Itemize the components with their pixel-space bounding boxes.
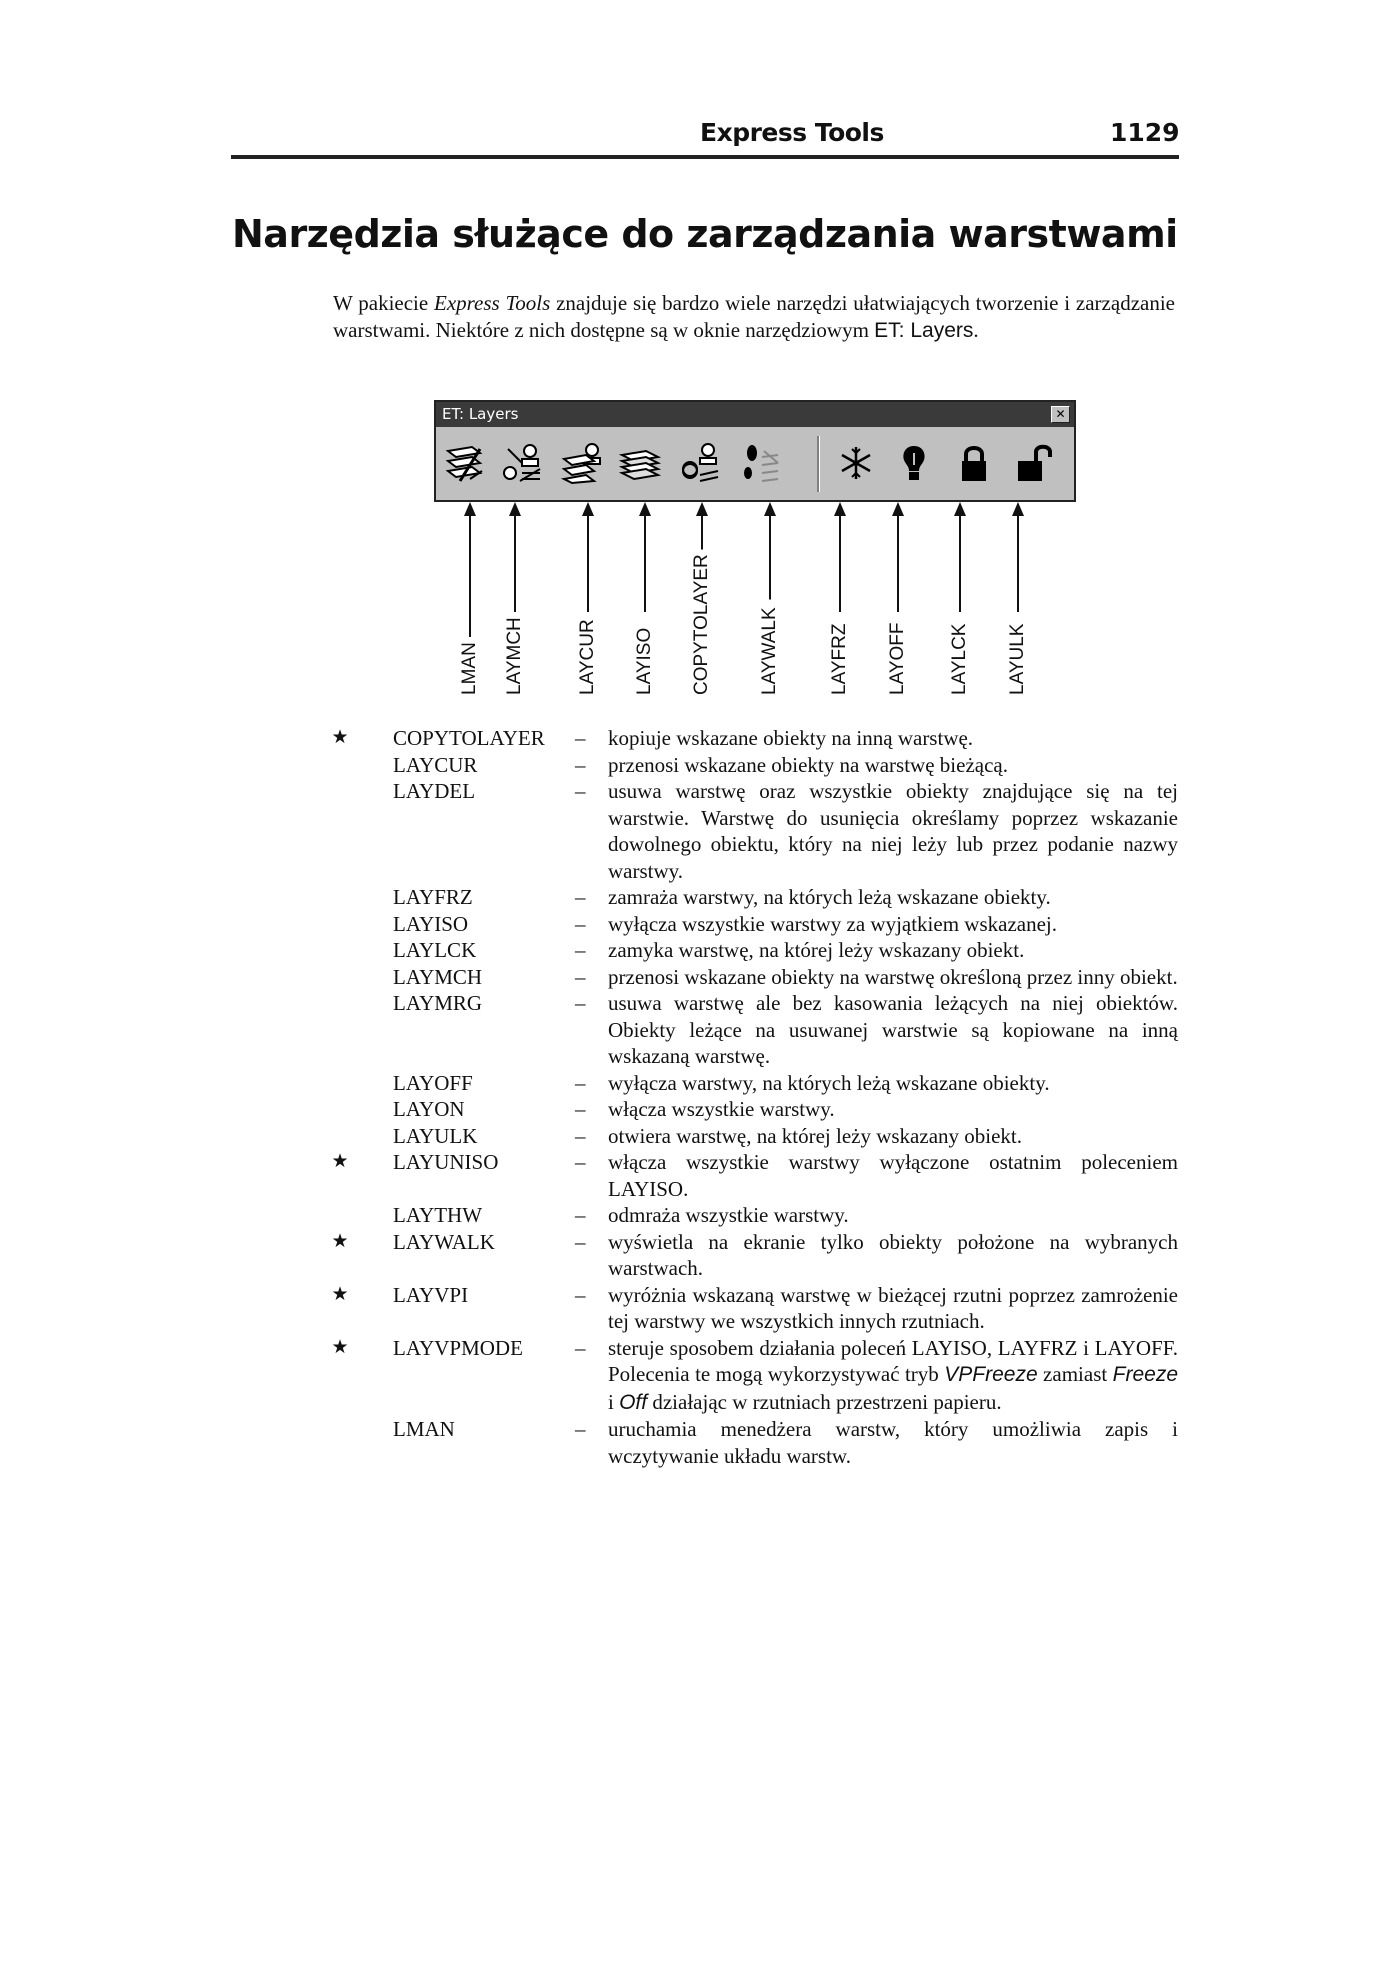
dash: – [575,911,586,936]
layer-off-icon [892,441,936,485]
dash: – [575,752,586,777]
command-list [330,725,1190,1469]
copytolayer-button[interactable] [676,437,724,489]
callout-label-laycur: LAYCUR [577,619,598,695]
dash: – [575,1070,586,1095]
star-icon: ★ [331,1151,349,1172]
et-layers-toolbar [434,400,1076,502]
laymch-button[interactable] [498,437,546,489]
section-title: Narzędzia służące do zarządzania warstwami [232,212,1178,256]
mode-name: Off [619,1390,648,1414]
command-row [330,964,1190,991]
copy-to-layer-icon [678,441,722,485]
laycur-button[interactable] [558,437,606,489]
toolbar-separator [817,436,820,492]
command-name: LAYLCK [393,938,477,962]
intro-product-name: Express Tools [434,291,551,315]
command-row [330,778,1190,884]
intro-paragraph [333,290,1175,344]
command-name: LAYISO [393,911,469,936]
command-description: włącza wszystkie warstwy wyłączone ostatnim poleceniem LAYISO. [608,1150,1178,1201]
star-icon: ★ [331,1283,349,1305]
command-description: uruchamia menedżera warstw, który umożliwia zapis i wczytywanie układu warstw. [608,1417,1178,1468]
dash: – [575,1282,586,1307]
intro-text-2: znajduje się bardzo wiele narzędzi ułatwiających tworzenie i zarządzanie warstwami. Niektóre z nich dostępne są w oknie narzędziowym [333,291,1175,342]
command-row [330,725,1190,752]
command-name: LAYWALK [393,1229,495,1254]
dash: – [575,726,586,750]
command-description: usuwa warstwę ale bez kasowania leżących na niej obiektów. Obiekty leżące na usuwanej warstwie są kopiowane na inną wskazaną warstwę. [608,991,1178,1068]
dash: – [575,1150,586,1174]
command-name: LAYFRZ [393,885,473,909]
command-name: LAYVPMODE [393,1335,523,1360]
description-text: zamiast [1037,1362,1113,1386]
command-description: usuwa warstwę oraz wszystkie obiekty znajdujące się na tej warstwie. Warstwę do usunięcia określamy poprzez wskazanie dowolnego obiektu, który na niej leży lub przez podanie nazwy warstwy. [608,779,1178,883]
page-number: 1129 [1110,118,1180,147]
layer-lock-icon [952,441,996,485]
callout-arrowhead-lman [464,502,476,516]
callout-arrowhead-laycur [582,502,594,516]
command-description: wyłącza wszystkie warstwy za wyjątkiem wskazanej. [608,911,1057,936]
dash: – [575,1123,586,1148]
command-row [330,1096,1190,1123]
callout-arrowhead-layoff [892,502,904,516]
command-row [330,1202,1190,1229]
dash: – [575,1229,586,1254]
command-description: wyświetla na ekranie tylko obiekty położone na wybranych warstwach. [608,1229,1178,1280]
command-row [330,1335,1190,1417]
command-description: przenosi wskazane obiekty na warstwę określoną przez inny obiekt. [608,964,1178,989]
callout-label-layoff: LAYOFF [887,622,908,695]
star-icon: ★ [331,1336,349,1358]
command-name: LAYMRG [393,991,483,1015]
command-row [330,1416,1190,1469]
callout-label-layfrz: LAYFRZ [829,623,850,695]
callout-label-copytolayer: COPYTOLAYER [691,554,712,695]
layer-unlock-icon [1010,441,1054,485]
command-description: odmraża wszystkie warstwy. [608,1203,849,1227]
command-description: włącza wszystkie warstwy. [608,1097,835,1121]
command-row [330,752,1190,779]
layer-walk-icon [738,441,782,485]
layer-isolate-icon [618,441,662,485]
header-rule [231,155,1179,159]
callout-label-laylck: LAYLCK [949,623,970,695]
star-icon: ★ [331,727,349,748]
command-name: LAYOFF [393,1070,473,1095]
command-name: LAYULK [393,1123,478,1148]
callout-arrowhead-layiso [639,502,651,516]
command-name: LMAN [393,1417,455,1441]
command-name: LAYMCH [393,964,483,989]
command-row [330,1229,1190,1282]
command-row [330,937,1190,964]
callout-label-layiso: LAYISO [634,627,655,695]
command-description: otwiera warstwę, na której leży wskazany obiekt. [608,1123,1023,1148]
callout-label-lman: LMAN [459,642,480,695]
command-row [330,911,1190,938]
mode-name: Freeze [1112,1363,1178,1386]
toolbar-titlebar[interactable] [436,402,1074,427]
command-name: LAYDEL [393,779,476,803]
callout-arrowhead-layfrz [834,502,846,516]
callout-label-layulk: LAYULK [1007,623,1028,695]
command-description [608,1335,1178,1417]
layer-match-icon [500,441,544,485]
layer-current-icon [560,441,604,485]
command-name: COPYTOLAYER [393,726,545,750]
command-row [330,884,1190,911]
layer-manager-icon [442,441,486,485]
command-name: LAYCUR [393,752,478,777]
callout-arrowhead-laywalk [764,502,776,516]
layfrz-button[interactable] [832,437,880,489]
command-row [330,1123,1190,1150]
lman-button[interactable] [440,437,488,489]
command-description: zamyka warstwę, na której leży wskazany obiekt. [608,938,1025,962]
layer-freeze-icon [834,441,878,485]
callout-arrowhead-laymch [509,502,521,516]
dash: – [575,991,586,1015]
callout-arrowhead-layulk [1012,502,1024,516]
toolbar-callout-arrows [440,500,1060,730]
command-description: zamraża warstwy, na których leżą wskazane obiekty. [608,885,1051,909]
intro-text-3: . [973,318,979,342]
callout-arrowhead-laylck [954,502,966,516]
dash: – [575,1203,586,1227]
command-row [330,1070,1190,1097]
close-button[interactable]: ✕ [1051,406,1070,423]
command-name: LAYUNISO [393,1150,499,1174]
command-name: LAYVPI [393,1282,469,1307]
dash: – [575,885,586,909]
callout-arrowhead-copytolayer [696,502,708,516]
running-header-title: Express Tools [700,118,884,147]
intro-text-1: W pakiecie [333,291,434,315]
layoff-button[interactable] [890,437,938,489]
dash: – [575,964,586,989]
command-description: wyróżnia wskazaną warstwę w bieżącej rzutni poprzez zamrożenie tej warstwy we wszystkich innych rzutniach. [608,1282,1178,1333]
dash: – [575,779,586,803]
command-row [330,1282,1190,1335]
command-description: kopiuje wskazane obiekty na inną warstwę. [608,726,974,750]
dash: – [575,1335,586,1360]
command-row [330,990,1190,1070]
laylck-button[interactable] [950,437,998,489]
command-name: LAYON [393,1097,465,1121]
intro-window-name: ET: Layers [874,319,974,342]
dash: – [575,938,586,962]
description-text: steruje sposobem działania poleceń LAYISO, LAYFRZ i LAYOFF. Polecenia te mogą wykorzystywać tryb [608,1335,1178,1386]
dash: – [575,1097,586,1121]
star-icon: ★ [331,1230,349,1252]
description-text: i [608,1389,620,1414]
layulk-button[interactable] [1008,437,1056,489]
description-text: działając w rzutniach przestrzeni papieru. [647,1389,1002,1414]
command-description: przenosi wskazane obiekty na warstwę bieżącą. [608,752,1008,777]
command-row [330,1149,1190,1202]
callout-label-laymch: LAYMCH [504,617,525,695]
dash: – [575,1417,586,1441]
layiso-button[interactable] [616,437,664,489]
callout-label-laywalk: LAYWALK [759,607,780,695]
command-name: LAYTHW [393,1203,483,1227]
laywalk-button[interactable] [736,437,784,489]
mode-name: VPFreeze [944,1363,1038,1386]
command-description: wyłącza warstwy, na których leżą wskazane obiekty. [608,1070,1050,1095]
toolbar-title: ET: Layers [442,405,519,423]
